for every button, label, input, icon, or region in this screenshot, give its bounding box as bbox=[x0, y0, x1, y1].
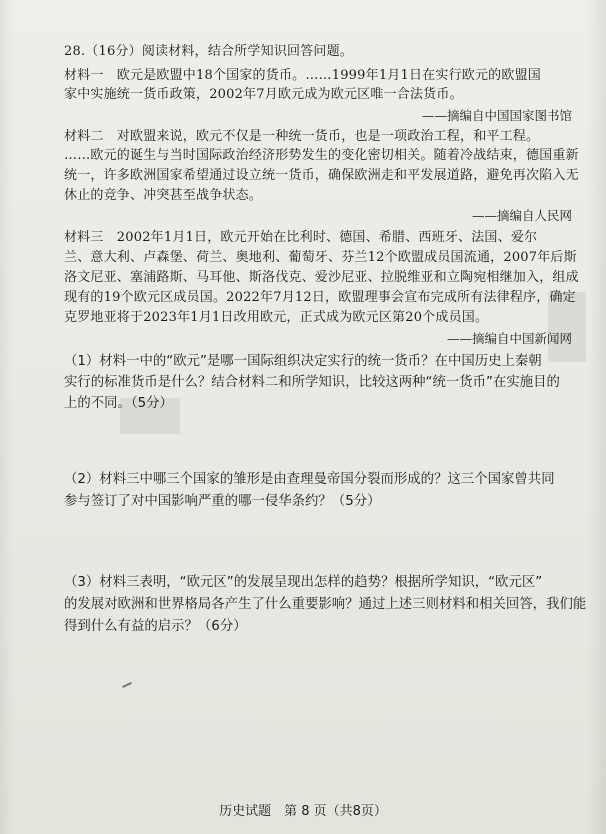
scan-shadow-right bbox=[588, 0, 606, 834]
sub-question-1-line: 上的不同。（5分） bbox=[64, 396, 173, 411]
material-one-source: ——摘编自中国国家图书馆 bbox=[421, 108, 572, 123]
sub-question-1-line: （1）材料一中的“欧元”是哪一国际组织决定实行的统一货币？在中国历史上秦朝 bbox=[64, 354, 542, 369]
pen-mark bbox=[122, 682, 132, 688]
sub-question-3-line: （3）材料三表明，“欧元区”的发展呈现出怎样的趋势？根据所学知识，“欧元区” bbox=[64, 575, 543, 590]
material-three-line: 兰、意大利、卢森堡、荷兰、奥地利、葡萄牙、芬兰12个欧盟成员国流通，2007年后斯 bbox=[64, 250, 577, 265]
sub-question-3-line: 得到什么有益的启示？（6分） bbox=[64, 619, 247, 634]
page-footer: 历史试题 第 8 页（共8页） bbox=[219, 804, 387, 819]
sub-question-1-line: 实行的标准货币是什么？结合材料二和所学知识，比较这两种“统一货币”在实施目的 bbox=[64, 375, 560, 390]
material-three-source: ——摘编自中国新闻网 bbox=[446, 331, 572, 346]
material-two-line: 统一，许多欧洲国家希望通过设立统一货币，确保欧洲走和平发展道路，避免再次陷入无 bbox=[64, 168, 579, 183]
question-heading: 28.（16分）阅读材料，结合所学知识回答问题。 bbox=[64, 44, 354, 59]
material-two-line: 材料二 对欧盟来说，欧元不仅是一种统一货币，也是一项政治工程，和平工程。 bbox=[64, 129, 540, 144]
material-one-line: 材料一 欧元是欧盟中18个国家的货币。……1999年1月1日在实行欧元的欧盟国 bbox=[64, 68, 541, 83]
sub-question-3-line: 的发展对欧洲和世界格局各产生了什么重要影响？通过上述三则材料和相关回答，我们能 bbox=[64, 597, 587, 612]
material-three-line: 洛文尼亚、塞浦路斯、马耳他、斯洛伐克、爱沙尼亚、拉脱维亚和立陶宛相继加入，组成 bbox=[64, 270, 579, 285]
material-three-line: 克罗地亚将于2023年1月1日改用欧元，正式成为欧元区第20个成员国。 bbox=[64, 310, 489, 325]
material-two-source: ——摘编自人民网 bbox=[471, 208, 572, 223]
material-two-line: ……欧元的诞生与当时国际政治经济形势发生的变化密切相关。随着冷战结束，德国重新 bbox=[64, 148, 579, 163]
sub-question-2-line: （2）材料三中哪三个国家的雏形是由查理曼帝国分裂而形成的？这三个国家曾共同 bbox=[64, 472, 555, 487]
material-three-line: 材料三 2002年1月1日，欧元开始在比利时、德国、希腊、西班牙、法国、爱尔 bbox=[64, 230, 538, 245]
material-one-line: 家中实施统一货币政策，2002年7月欧元成为欧元区唯一合法货币。 bbox=[64, 87, 463, 102]
sub-question-2-line: 参与签订了对中国影响严重的哪一侵华条约？（5分） bbox=[64, 494, 381, 509]
material-two-line: 休止的竞争、冲突甚至战争状态。 bbox=[64, 188, 263, 203]
scan-shadow-left bbox=[0, 0, 14, 834]
material-three-line: 现有的19个欧元区成员国。2022年7月12日，欧盟理事会宣布完成所有法律程序，确定 bbox=[64, 290, 576, 305]
